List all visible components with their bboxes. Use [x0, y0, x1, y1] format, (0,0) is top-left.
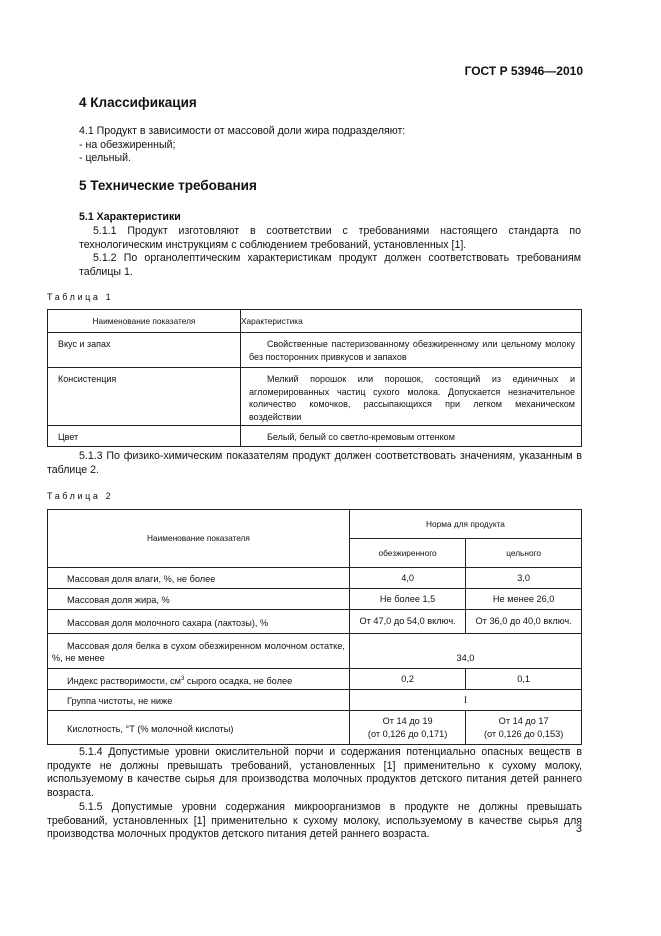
table-cell: Цвет [48, 426, 241, 447]
table-2 [47, 509, 582, 745]
list-item-whole: - цельный. [79, 152, 131, 164]
table-1-caption: Таблица 1 [47, 292, 114, 302]
superscript: 3 [180, 676, 185, 683]
table-cell: Кислотность, °Т (% молочной кислоты) [48, 711, 350, 745]
table-cell: 0,2 [349, 669, 465, 690]
paragraph-4-1: 4.1 Продукт в зависимости от массовой доли жира подразделяют: [79, 125, 406, 137]
table-cell: От 47,0 до 54,0 включ. [349, 610, 465, 634]
table-cell: Группа чистоты, не ниже [48, 690, 350, 711]
table-row [48, 690, 582, 711]
table-2-header-name: Наименование показателя [48, 510, 350, 568]
acid-whole-range: От 14 до 17 [498, 715, 549, 726]
table-1-header-characteristic: Характеристика [241, 310, 582, 333]
table-row [48, 568, 582, 589]
table-2-caption: Таблица 2 [47, 491, 114, 501]
table-cell: Массовая доля молочного сахара (лактозы), % [48, 610, 350, 634]
solubility-label: Индекс растворимости, см [67, 676, 181, 687]
section-4-title: 4 Классификация [79, 95, 197, 110]
subsection-5-1-title: 5.1 Характеристики [79, 211, 181, 223]
table-row [48, 333, 582, 368]
table-row [48, 368, 582, 426]
table-row [48, 711, 582, 745]
acid-skim-range-alt: (от 0,126 до 0,171) [367, 728, 448, 739]
paragraph-5-1-1: 5.1.1 Продукт изготовляют в соответствии с требованиями настоящего стандарта по технологическим инструкциям с соблюдением требований, установленных [1]. [79, 225, 581, 251]
paragraph-5-1-3: 5.1.3 По физико-химическим показателям продукт должен соответствовать значениям, указанным в таблице 2. [47, 450, 582, 476]
table-cell: Консистенция [48, 368, 241, 426]
table-cell: 3,0 [466, 568, 582, 589]
table-cell: Свойственные пастеризованному обезжиренному или цельному молоку без посторонних привкусов и запахов [241, 333, 582, 368]
acid-skim-range: От 14 до 19 [382, 715, 433, 726]
table-cell: I [349, 690, 581, 711]
table-cell [48, 669, 350, 690]
table-row [48, 426, 582, 447]
table-cell: Не более 1,5 [349, 589, 465, 610]
paragraph-5-1-2: 5.1.2 По органолептическим характеристикам продукт должен соответствовать требованиям таблицы 1. [79, 252, 581, 278]
table-row [48, 634, 582, 669]
table-cell: Вкус и запах [48, 333, 241, 368]
paragraph-5-1-4: 5.1.4 Допустимые уровни окислительной порчи и содержания потенциально опасных веществ в продукте не должны превышать требований, установленных [1] применительно к сухому молоку, используемому в качестве сырья для производства молочных продуктов детского питания детей раннего возраста. [47, 746, 582, 799]
table-cell: Массовая доля белка в сухом обезжиренном молочном остатке, %, не менее [48, 634, 350, 669]
paragraph-5-1-5: 5.1.5 Допустимые уровни содержания микроорганизмов в продукте не должны превышать требований, установленных [1] применительно к сухому молоку, используемому в качестве сырья для производства молочных продуктов детского питания детей раннего возраста. [47, 801, 582, 841]
table-row [48, 669, 582, 690]
table-2-header-skim: обезжиренного [349, 539, 465, 568]
table-cell [349, 711, 465, 745]
table-1-header-name: Наименование показателя [48, 310, 241, 333]
table-cell: Массовая доля жира, % [48, 589, 350, 610]
table-cell: 0,1 [466, 669, 582, 690]
table-cell: Белый, белый со светло-кремовым оттенком [241, 426, 582, 447]
acid-whole-range-alt: (от 0,126 до 0,153) [483, 728, 564, 739]
table-2-header-norm: Норма для продукта [349, 510, 581, 539]
solubility-label-tail: сырого осадка, не более [184, 676, 293, 687]
table-cell: 4,0 [349, 568, 465, 589]
table-cell: Не менее 26,0 [466, 589, 582, 610]
table-row [48, 610, 582, 634]
document-code: ГОСТ Р 53946—2010 [464, 64, 583, 78]
table-cell: 34,0 [349, 634, 581, 669]
table-cell: Массовая доля влаги, %, не более [48, 568, 350, 589]
table-2-header-whole: цельного [466, 539, 582, 568]
list-item-skim: - на обезжиренный; [79, 139, 176, 151]
table-row [48, 589, 582, 610]
page-number: 3 [575, 823, 582, 835]
section-5-title: 5 Технические требования [79, 178, 257, 193]
table-cell: Мелкий порошок или порошок, состоящий из единичных и агломерированных частиц сухого молока. Допускается незначительное количество комочков, рассыпающихся при легком механическом воздействии [241, 368, 582, 426]
table-1 [47, 309, 582, 447]
table-cell [466, 711, 582, 745]
table-cell: От 36,0 до 40,0 включ. [466, 610, 582, 634]
